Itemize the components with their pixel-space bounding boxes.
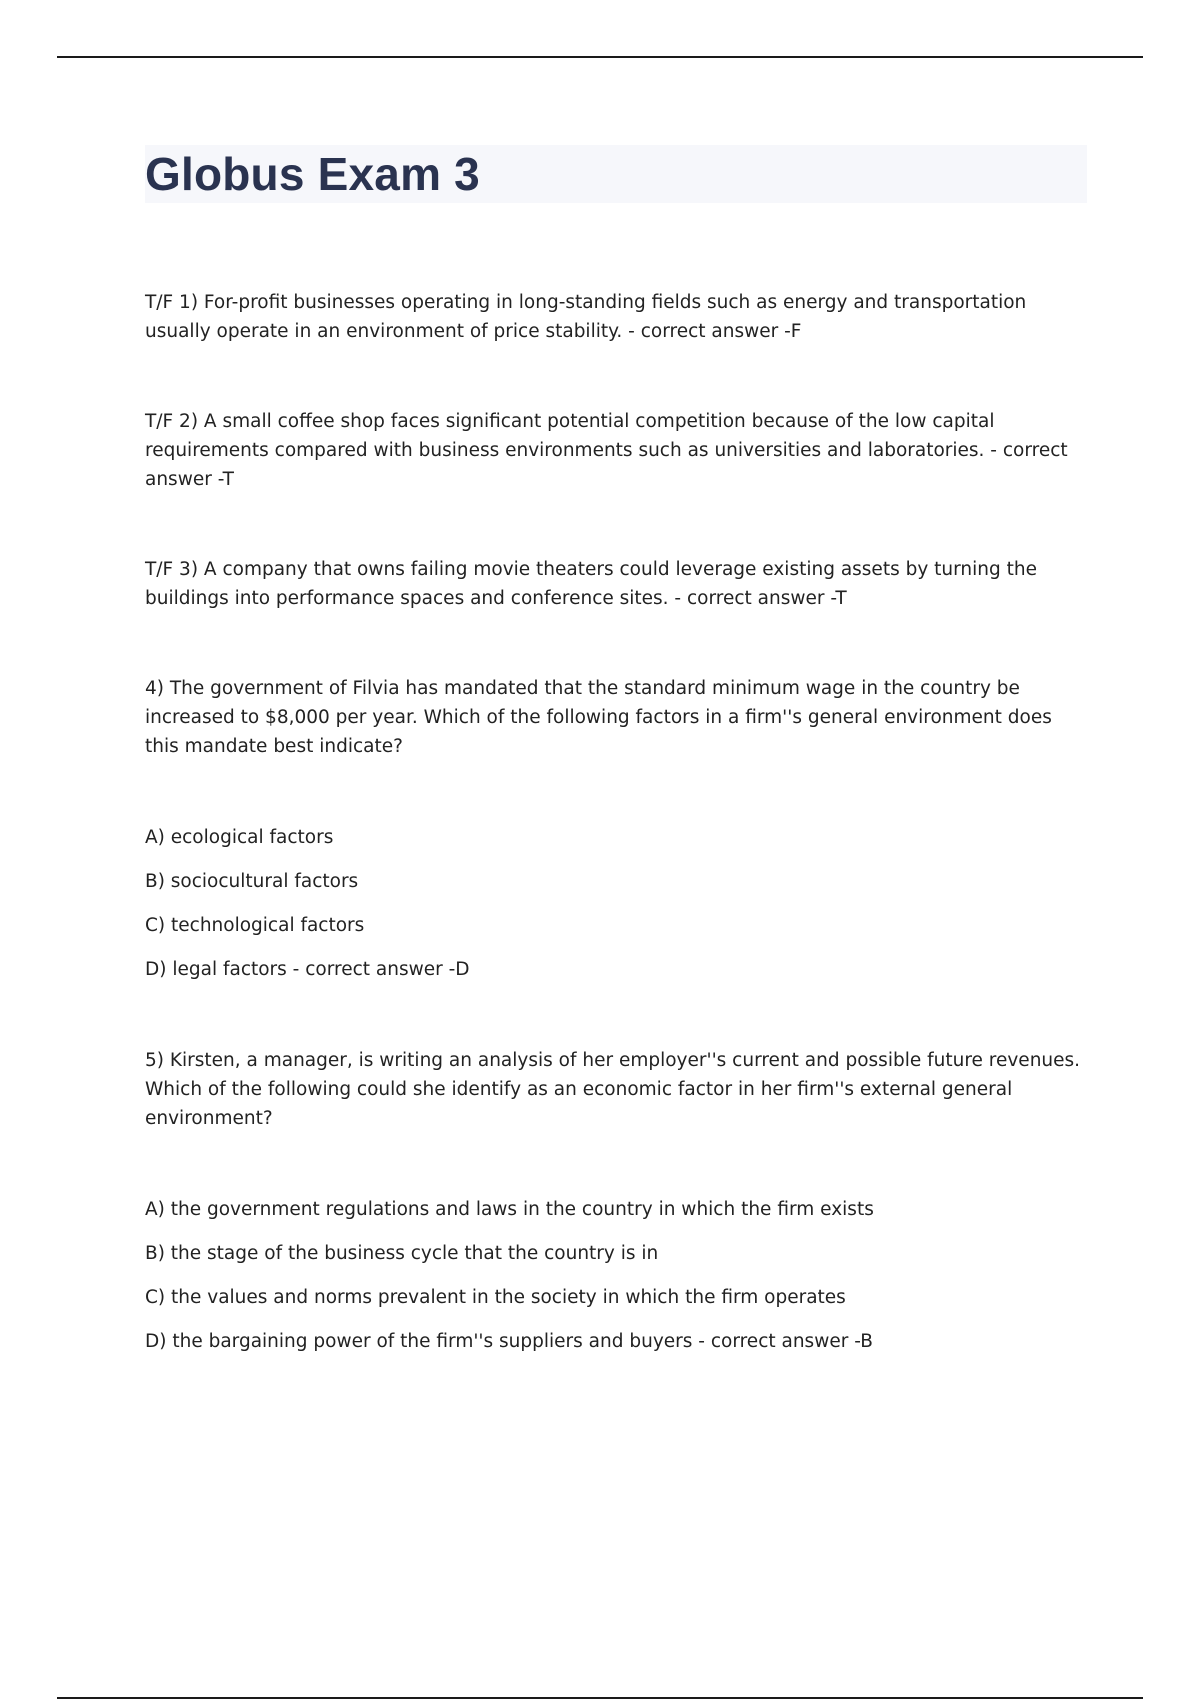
top-rule: [57, 56, 1143, 58]
question-1: T/F 1) For-profit businesses operating in long-standing fields such as energy and transportation usually operate in an environment of price stability. - correct answer -F: [145, 292, 1027, 342]
question-2: T/F 2) A small coffee shop faces significant potential competition because of the low capital requirements compared with business environments such as universities and laboratories. - correct answer -T: [145, 411, 1068, 490]
question-4-choice-b: B) sociocultural factors: [145, 871, 359, 892]
question-4-choice-c: C) technological factors: [145, 915, 365, 936]
question-5: 5) Kirsten, a manager, is writing an analysis of her employer''s current and possible future revenues. Which of the following could she identify as an economic factor in her firm''s external general environment?: [145, 1050, 1081, 1129]
page-title: Globus Exam 3: [145, 148, 480, 200]
question-5-choice-d: D) the bargaining power of the firm''s suppliers and buyers - correct answer -B: [145, 1331, 873, 1352]
question-4-choices: [145, 823, 1090, 984]
question-4: 4) The government of Filvia has mandated that the standard minimum wage in the country be increased to $8,000 per year. Which of the following factors in a firm''s general environment does this mandate best indicate?: [145, 678, 1052, 757]
question-5-choices: [145, 1195, 1090, 1356]
title-band: [145, 145, 1087, 203]
bottom-rule: [57, 1697, 1143, 1699]
question-4-choice-d: D) legal factors - correct answer -D: [145, 959, 470, 980]
question-4-choice-a: A) ecological factors: [145, 827, 334, 848]
question-3: T/F 3) A company that owns failing movie theaters could leverage existing assets by turning the buildings into performance spaces and conference sites. - correct answer -T: [145, 559, 1037, 609]
question-5-choice-a: A) the government regulations and laws in the country in which the firm exists: [145, 1199, 874, 1220]
document-body: [145, 288, 1090, 1371]
question-5-choice-c: C) the values and norms prevalent in the society in which the firm operates: [145, 1287, 846, 1308]
question-5-choice-b: B) the stage of the business cycle that the country is in: [145, 1243, 659, 1264]
